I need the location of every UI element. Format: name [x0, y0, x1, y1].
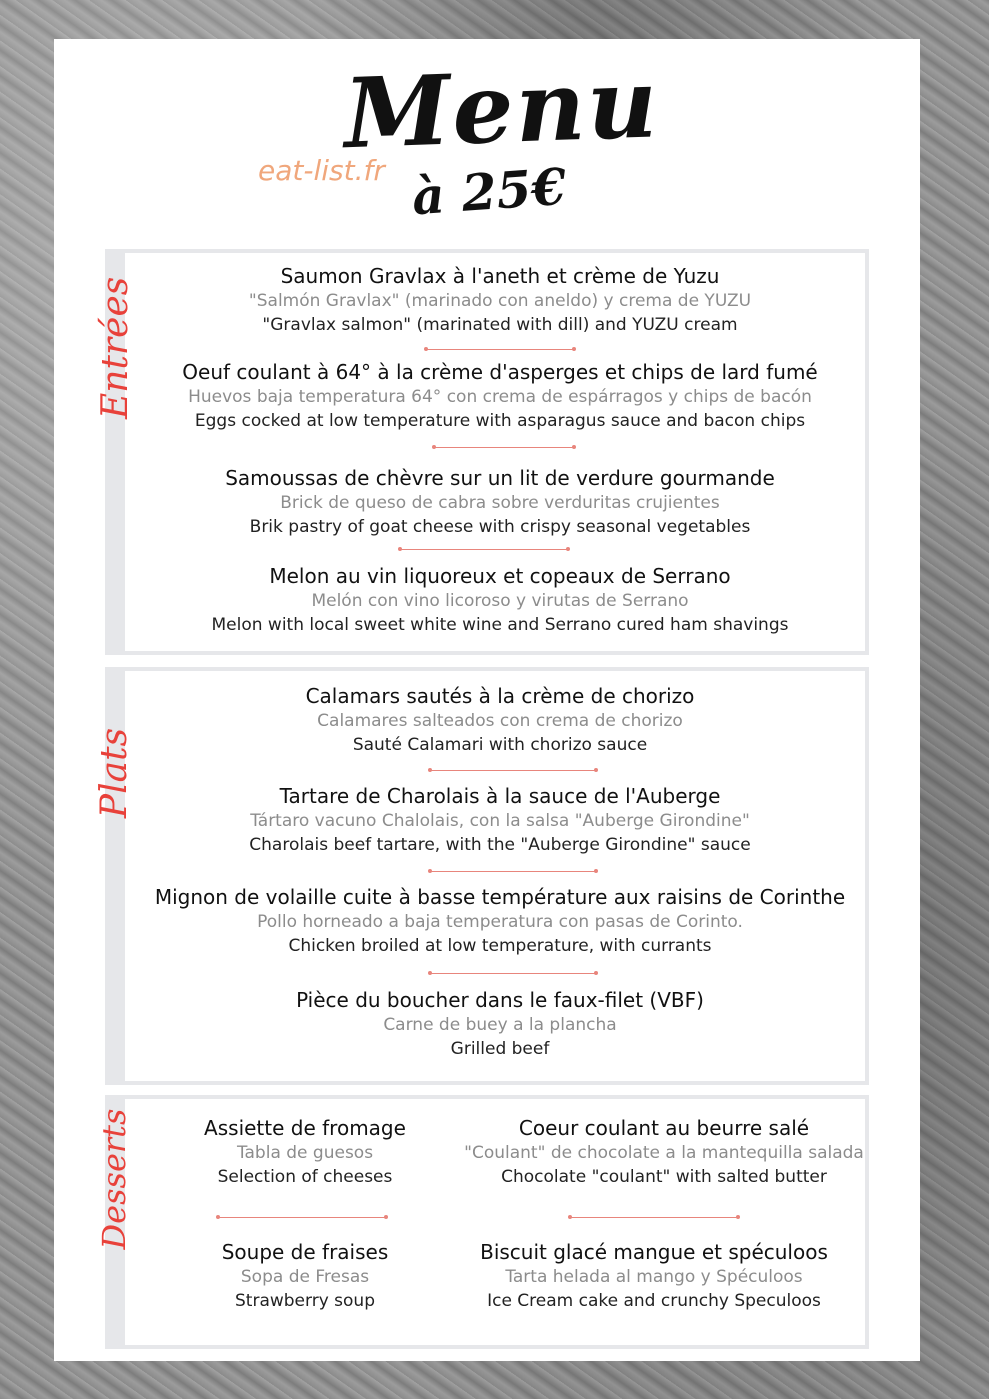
dish-plat-3	[140, 884, 860, 958]
dish-entree-2	[140, 359, 860, 433]
dish-name-es: Carne de buey a la plancha	[383, 1015, 617, 1035]
dish-name-fr: Calamars sautés à la crème de chorizo	[305, 684, 695, 708]
dish-name-fr: Soupe de fraises	[221, 1240, 389, 1264]
dish-name-es: Huevos baja temperatura 64° con crema de espárragos y chips de bacón	[188, 387, 812, 407]
dish-name-en: Chocolate "coulant" with salted butter	[501, 1167, 827, 1187]
dish-name-es: "Salmón Gravlax" (marinado con aneldo) y crema de YUZU	[248, 291, 752, 311]
dish-name-es: Melón con vino licoroso y virutas de Serrano	[311, 591, 689, 611]
dish-name-fr: Samoussas de chèvre sur un lit de verdure gourmande	[225, 466, 775, 490]
dish-name-en: Brik pastry of goat cheese with crispy seasonal vegetables	[249, 517, 751, 537]
dish-name-en: Melon with local sweet white wine and Serrano cured ham shavings	[211, 615, 789, 635]
dish-name-es: Tabla de guesos	[236, 1143, 374, 1163]
dish-name-fr: Oeuf coulant à 64° à la crème d'asperges et chips de lard fumé	[182, 360, 818, 384]
separator	[430, 770, 596, 771]
dish-name-es: Sopa de Fresas	[240, 1267, 370, 1287]
dish-name-fr: Pièce du boucher dans le faux-filet (VBF)	[296, 988, 704, 1012]
dish-entree-1	[140, 263, 860, 337]
section-label-plats: Plats	[94, 727, 135, 819]
dish-name-es: "Coulant" de chocolate a la mantequilla salada	[464, 1143, 864, 1163]
dish-dessert-4	[444, 1239, 864, 1313]
section-label-entrees: Entrées	[95, 276, 136, 419]
website-label[interactable]: eat-list.fr	[258, 154, 385, 187]
dish-name-fr: Biscuit glacé mangue et spéculoos	[480, 1240, 828, 1264]
dish-dessert-3	[150, 1239, 460, 1313]
dish-name-en: Charolais beef tartare, with the "Auberge Girondine" sauce	[249, 835, 751, 855]
dish-name-en: Eggs cocked at low temperature with asparagus sauce and bacon chips	[194, 411, 806, 431]
dish-name-en: Chicken broiled at low temperature, with currants	[288, 936, 712, 956]
dish-entree-4	[140, 563, 860, 637]
menu-title: Menu	[342, 46, 661, 171]
dish-name-es: Tarta helada al mango y Spéculoos	[505, 1267, 803, 1287]
separator	[218, 1217, 386, 1218]
dish-name-en: Sauté Calamari with chorizo sauce	[352, 735, 648, 755]
dish-plat-2	[140, 783, 860, 857]
dish-plat-4	[140, 987, 860, 1061]
dish-name-fr: Assiette de fromage	[204, 1116, 406, 1140]
dish-name-fr: Mignon de volaille cuite à basse température aux raisins de Corinthe	[154, 885, 846, 909]
dish-dessert-1	[150, 1115, 460, 1189]
separator	[434, 447, 574, 448]
menu-page	[54, 39, 920, 1361]
dish-plat-1	[140, 683, 860, 757]
dish-name-fr: Tartare de Charolais à la sauce de l'Auberge	[279, 784, 721, 808]
menu-price: à 25€	[410, 156, 569, 227]
section-label-desserts: Desserts	[95, 1108, 133, 1250]
dish-name-fr: Melon au vin liquoreux et copeaux de Serrano	[269, 564, 731, 588]
dish-name-fr: Coeur coulant au beurre salé	[518, 1116, 810, 1140]
separator	[430, 871, 596, 872]
dish-name-es: Calamares salteados con crema de chorizo	[317, 711, 683, 731]
separator	[426, 349, 574, 350]
dish-name-es: Pollo horneado a baja temperatura con pasas de Corinto.	[257, 912, 743, 932]
dish-name-en: Grilled beef	[450, 1039, 550, 1059]
separator	[400, 549, 568, 550]
dish-name-en: Selection of cheeses	[217, 1167, 393, 1187]
dish-name-en: Strawberry soup	[235, 1291, 375, 1311]
dish-dessert-2	[454, 1115, 874, 1189]
dish-name-es: Tártaro vacuno Chalolais, con la salsa "Auberge Girondine"	[250, 811, 750, 831]
separator	[430, 973, 596, 974]
dish-name-es: Brick de queso de cabra sobre verduritas crujientes	[280, 493, 720, 513]
dish-name-fr: Saumon Gravlax à l'aneth et crème de Yuzu	[280, 264, 720, 288]
dish-name-en: Ice Cream cake and crunchy Speculoos	[487, 1291, 821, 1311]
dish-name-en: "Gravlax salmon" (marinated with dill) and YUZU cream	[262, 315, 738, 335]
dish-entree-3	[140, 465, 860, 539]
separator	[570, 1217, 738, 1218]
